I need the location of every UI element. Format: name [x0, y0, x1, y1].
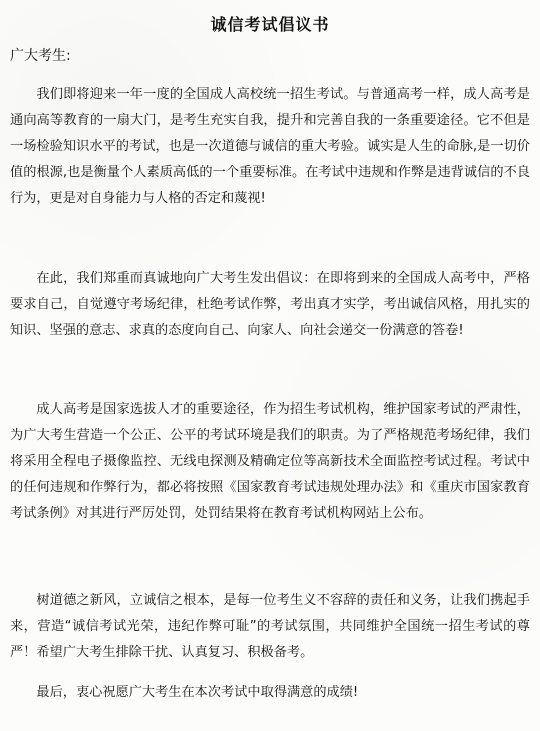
paragraph-initiative: 在此，我们郑重而真诚地向广大考生发出倡议：在即将到来的全国成人高考中，严格要求自己，自觉遵守考场纪律，杜绝考试作弊，考出真才实学，考出诚信风格，用扎实的知识、坚强的意志、求真的态度向自己、向家人、向社会递交一份满意的答卷!: [10, 271, 530, 338]
paragraph-integrity-call: 树道德之新风，立诚信之根本，是每一位考生义不容辞的责任和义务，让我们携起手来，营造“诚信考试光荣，违纪作弊可耻”的考试氛围，共同维护全国统一招生考试的尊严！希望广大考生排除干扰、认真复习、积极备考。: [10, 593, 530, 660]
document-title: 诚信考试倡议书: [210, 15, 330, 34]
greeting: 广大考生:: [10, 48, 71, 64]
paragraph-intro: 我们即将迎来一年一度的全国成人高校统一招生考试。与普通高考一样，成人高考是通向高等教育的一扇大门，是考生充实自我，提升和完善自我的一条重要途径。它不但是一场检验知识水平的考试，也是一次道德与诚信的重大考验。诚实是人生的命脉,是一切价值的根源,也是衡量个人素质高低的一个重要标准。在考试中违规和作弊是违背诚信的不良行为，更是对自身能力与人格的否定和蔑视!: [10, 87, 530, 206]
paragraph-closing-wish: 最后，衷心祝愿广大考生在本次考试中取得满意的成绩!: [36, 685, 359, 700]
paragraph-exam-discipline: 成人高考是国家选拔人才的重要途径，作为招生考试机构，维护国家考试的严肃性，为广大考生营造一个公正、公平的考试环境是我们的职责。为了严格规范考场纪律，我们将采用全程电子摄像监控、无线电探测及精确定位等高新技术全面监控考试过程。考试中的任何违规和作弊行为，都必将按照《国家教育考试违规处理办法》和《重庆市国家教育考试条例》对其进行严厉处罚，处罚结果将在教育考试机构网站上公布。: [10, 402, 530, 521]
